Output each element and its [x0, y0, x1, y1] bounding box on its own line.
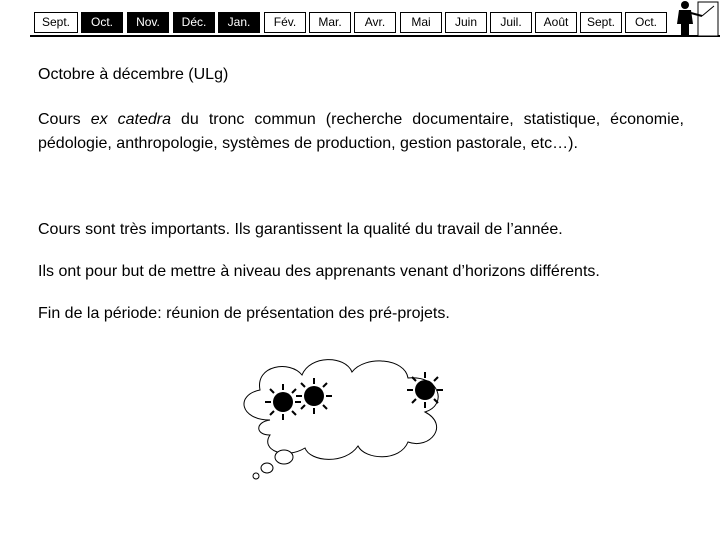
header-rule	[30, 35, 720, 37]
paragraph-importance: Cours sont très importants. Ils garantissent la qualité du travail de l’année.	[38, 221, 563, 238]
paragraph-purpose: Ils ont pour but de mettre à niveau des apprenants venant d’horizons différents.	[38, 263, 600, 280]
month-1: Oct.	[81, 12, 123, 33]
month-2: Nov.	[127, 12, 169, 33]
month-9: Juin	[445, 12, 487, 33]
paragraph-end-period: Fin de la période: réunion de présentation des pré-projets.	[38, 305, 450, 322]
sun-icon	[265, 384, 301, 420]
month-8: Mai	[400, 12, 442, 33]
presenter-icon	[672, 0, 720, 38]
month-0: Sept.	[34, 12, 78, 33]
month-13: Oct.	[625, 12, 667, 33]
month-timeline	[0, 0, 720, 40]
month-6: Mar.	[309, 12, 351, 33]
month-10: Juil.	[490, 12, 532, 33]
p1-text-italic: ex catedra	[90, 111, 171, 128]
month-11: Août	[535, 12, 577, 33]
month-7: Avr.	[354, 12, 396, 33]
paragraph-courses	[38, 108, 684, 156]
thought-cloud-icon	[230, 350, 460, 490]
sun-icon	[407, 372, 443, 408]
sun-icon	[296, 378, 332, 414]
p1-text-start: Cours	[38, 111, 91, 128]
month-12: Sept.	[580, 12, 622, 33]
section-heading: Octobre à décembre (ULg)	[38, 66, 229, 83]
p1-text-end: du tronc commun (recherche documentaire, statistique, économie, pédologie, anthropologie, systèmes de production, gestion pastorale, etc…).	[38, 111, 685, 152]
month-3: Déc.	[173, 12, 215, 33]
month-5: Fév.	[264, 12, 306, 33]
month-4: Jan.	[218, 12, 260, 33]
